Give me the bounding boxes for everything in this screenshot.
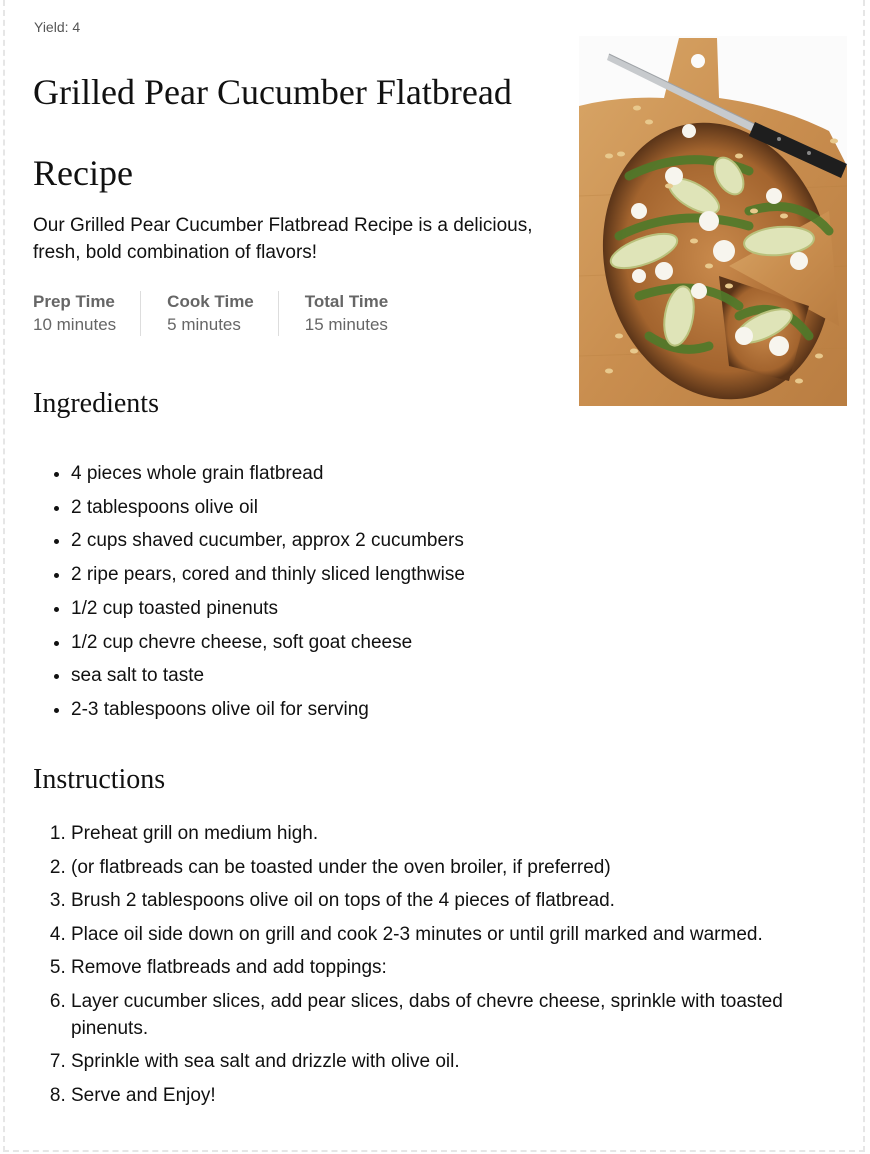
prep-time-value: 10 minutes: [33, 315, 117, 334]
total-time-label: Total Time: [304, 292, 389, 311]
instruction-step: 8. Serve and Enjoy!: [71, 1082, 833, 1109]
total-time: [305, 291, 388, 336]
list-item: • 2 cups shaved cucumber, approx 2 cucumbers: [71, 524, 833, 558]
instruction-step: 3. Brush 2 tablespoons olive oil on tops of the 4 pieces of flatbread.: [71, 887, 833, 914]
list-item: • 2 tablespoons olive oil: [71, 491, 833, 525]
recipe-summary: Our Grilled Pear Cucumber Flatbread Recipe is a delicious, fresh, bold combination of flavors!: [33, 215, 533, 263]
recipe-times: [33, 291, 388, 336]
cook-time-value: 5 minutes: [167, 315, 241, 334]
list-item: • 2 ripe pears, cored and thinly sliced lengthwise: [71, 558, 833, 592]
list-item: • sea salt to taste: [71, 659, 833, 693]
prep-time: [33, 291, 141, 336]
instruction-step: 1. Preheat grill on medium high.: [71, 820, 833, 847]
list-item: • 1/2 cup toasted pinenuts: [71, 592, 833, 626]
cook-time: [167, 291, 279, 336]
instruction-list: [33, 820, 833, 1115]
ingredient-list: [33, 457, 833, 727]
instructions-heading: Instructions: [33, 764, 166, 795]
yield-text: Yield: 4: [34, 19, 81, 35]
instruction-step: 5. Remove flatbreads and add toppings:: [71, 954, 833, 981]
ingredients-heading: Ingredients: [33, 388, 159, 419]
list-item: • 1/2 cup chevre cheese, soft goat cheese: [71, 626, 833, 660]
list-item: • 2-3 tablespoons olive oil for serving: [71, 693, 833, 727]
instruction-step: 7. Sprinkle with sea salt and drizzle with olive oil.: [71, 1048, 833, 1075]
list-item: • 4 pieces whole grain flatbread: [71, 457, 833, 491]
recipe-title: Grilled Pear Cucumber Flatbread Recipe: [33, 72, 512, 193]
cook-time-label: Cook Time: [167, 292, 254, 311]
instruction-step: 2. (or flatbreads can be toasted under the oven broiler, if preferred): [71, 854, 833, 881]
total-time-value: 15 minutes: [304, 315, 388, 334]
recipe-card: [3, 0, 865, 1152]
instruction-step: 6. Layer cucumber slices, add pear slices, dabs of chevre cheese, sprinkle with toasted pinenuts.: [71, 988, 833, 1042]
instruction-step: 4. Place oil side down on grill and cook 2-3 minutes or until grill marked and warmed.: [71, 921, 833, 948]
recipe-photo: [579, 36, 847, 406]
prep-time-label: Prep Time: [33, 292, 115, 311]
